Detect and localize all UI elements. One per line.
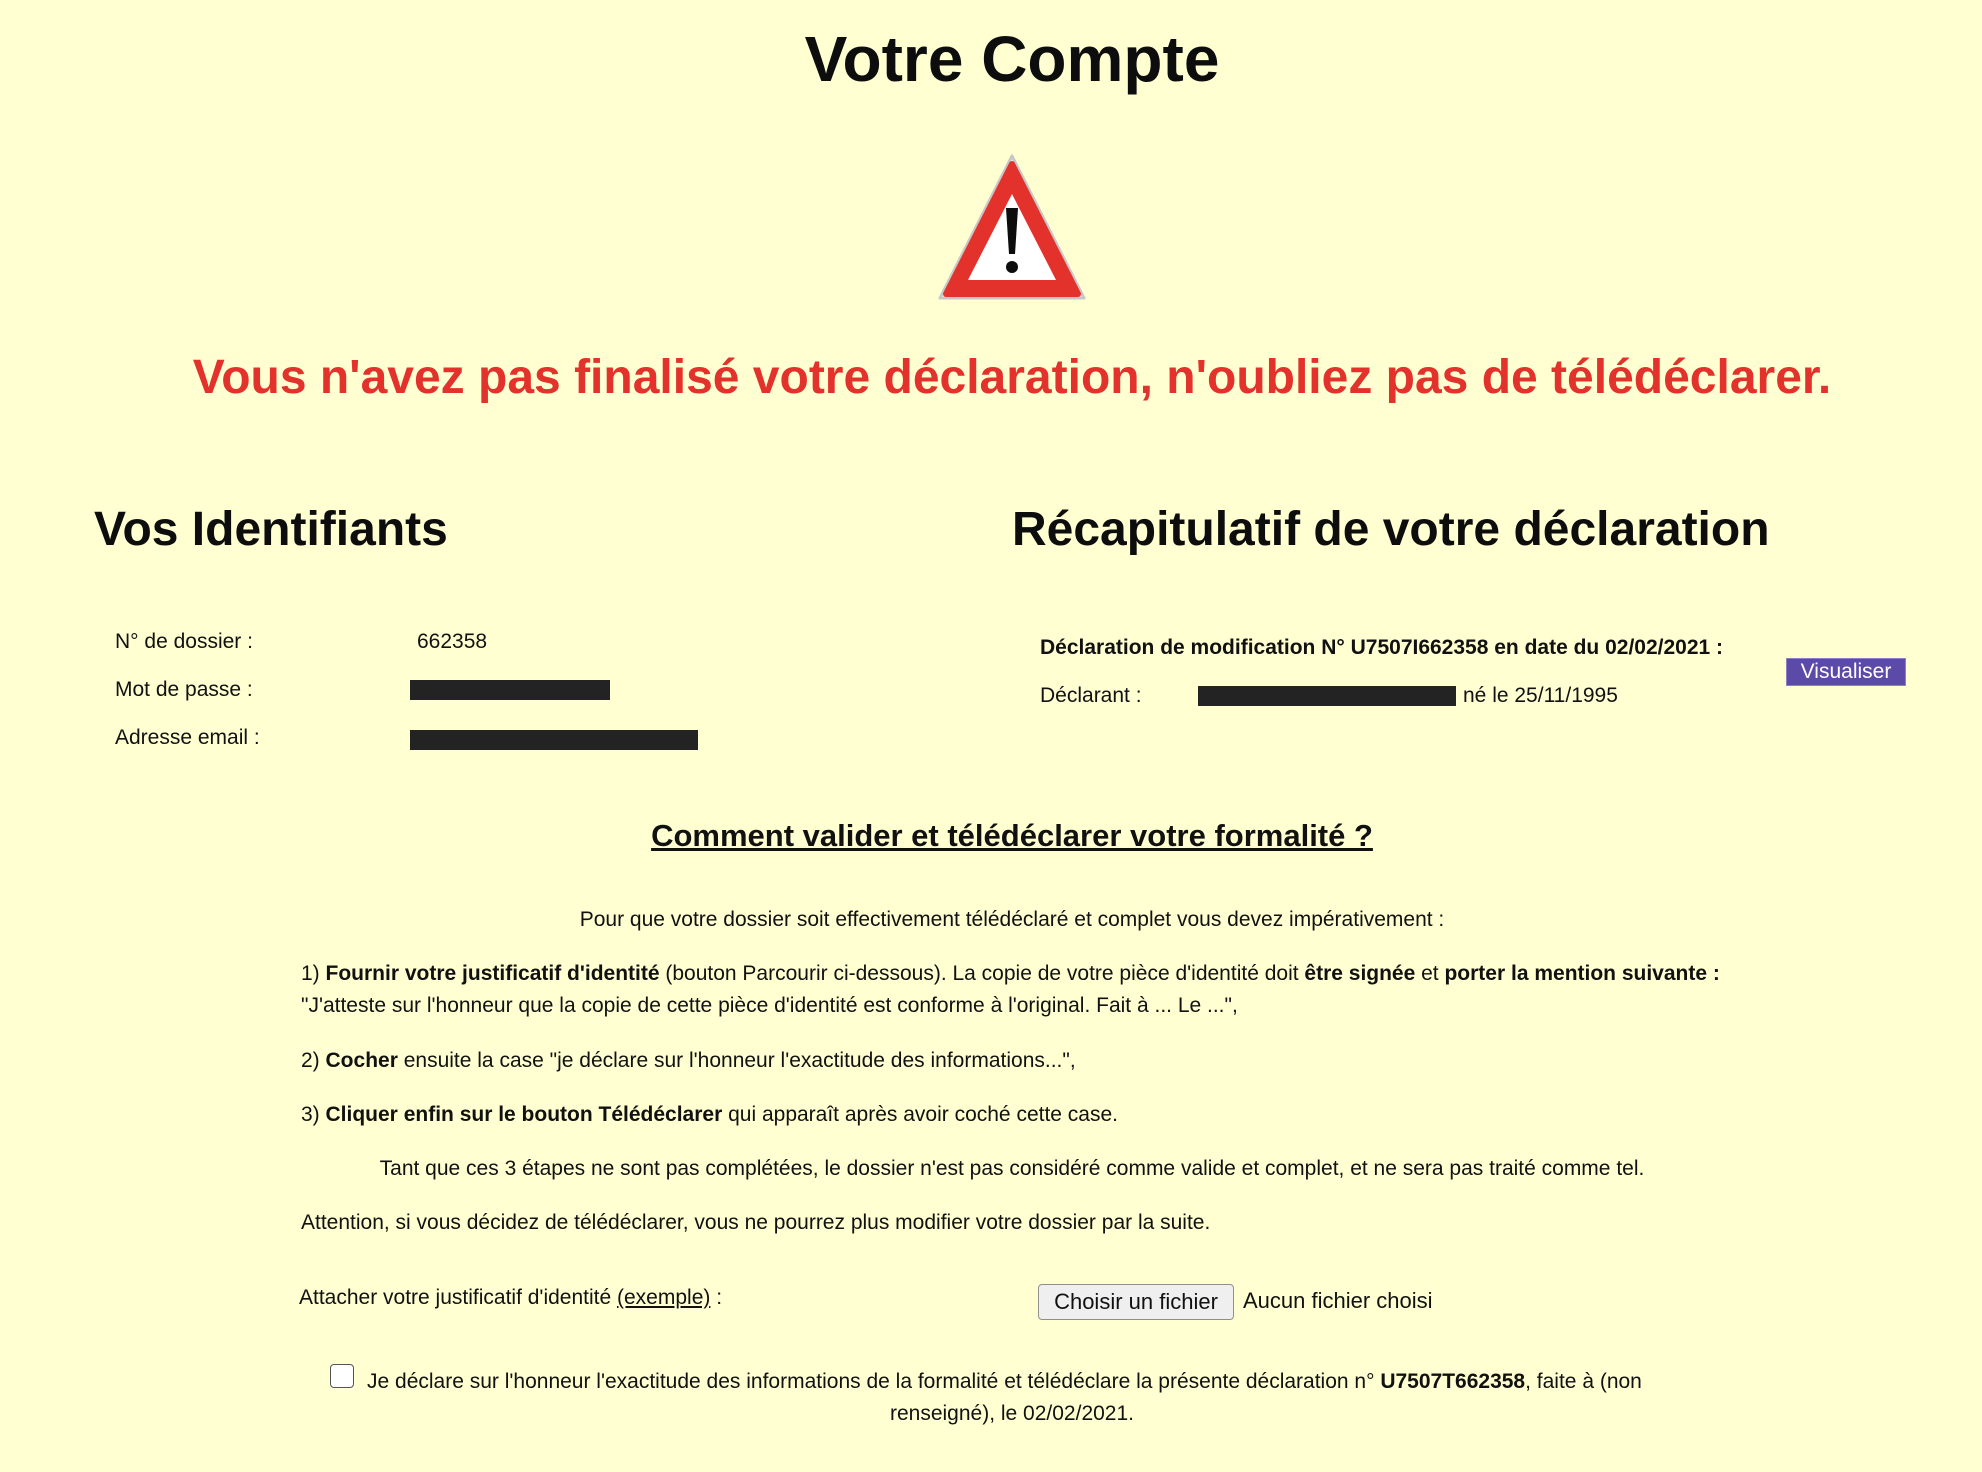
- alert-message: Vous n'avez pas finalisé votre déclaration, n'oubliez pas de télédéclarer.: [192, 351, 1832, 404]
- email-redacted: [410, 730, 698, 750]
- declaration-number: U7507T662358: [1380, 1370, 1526, 1393]
- page-title: Votre Compte: [804, 23, 1220, 95]
- step-2-prefix: 2): [301, 1049, 326, 1072]
- no-file-text: Aucun fichier choisi: [1243, 1288, 1433, 1313]
- declarant-redacted: [1198, 686, 1456, 706]
- dossier-value: 662358: [417, 630, 488, 653]
- attach-label-prefix: Attacher votre justificatif d'identité: [299, 1286, 617, 1309]
- declaration-text-line-1: [367, 1366, 1707, 1398]
- recap-heading: Récapitulatif de votre déclaration: [1012, 503, 1770, 556]
- step-3: [301, 1099, 1721, 1131]
- step-3-bold: Cliquer enfin sur le bouton Télédéclarer: [325, 1103, 723, 1126]
- howto-note: Tant que ces 3 étapes ne sont pas complétées, le dossier n'est pas considéré comme valide et complet, et ne sera pas traité comme tel.: [379, 1157, 1645, 1180]
- declaration-text-before: Je déclare sur l'honneur l'exactitude des informations de la formalité et télédéclare la présente déclaration n°: [367, 1370, 1381, 1393]
- howto-intro: Pour que votre dossier soit effectivement télédéclaré et complet vous devez impérativement :: [579, 908, 1445, 931]
- step-2-bold: Cocher: [325, 1049, 398, 1072]
- attach-label-suffix: :: [710, 1286, 723, 1309]
- step-1-bold-3: porter la mention suivante :: [1444, 962, 1720, 985]
- choose-file-button[interactable]: Choisir un fichier: [1038, 1284, 1234, 1320]
- declaration-text-line1-end: , faite à (non: [1525, 1370, 1642, 1393]
- declaration-checkbox[interactable]: [330, 1364, 354, 1388]
- email-label: Adresse email :: [115, 726, 260, 749]
- step-3-text: qui apparaît après avoir coché cette case.: [722, 1103, 1118, 1126]
- howto-heading: Comment valider et télédéclarer votre formalité ?: [651, 818, 1373, 853]
- step-2-text: ensuite la case "je déclare sur l'honneur l'exactitude des informations...",: [397, 1049, 1076, 1072]
- declarant-label: Déclarant :: [1040, 684, 1142, 707]
- step-1-bold-1: Fournir votre justificatif d'identité: [325, 962, 660, 985]
- visualiser-button[interactable]: Visualiser: [1786, 658, 1906, 686]
- attach-label: [299, 1286, 722, 1310]
- step-2: [301, 1045, 1721, 1077]
- step-1: [301, 958, 1721, 1022]
- step-3-prefix: 3): [301, 1103, 326, 1126]
- declaration-text-line-2: renseigné), le 02/02/2021.: [889, 1402, 1134, 1425]
- password-redacted: [410, 680, 610, 700]
- step-1-prefix: 1): [301, 962, 326, 985]
- howto-attention: Attention, si vous décidez de télédéclarer, vous ne pourrez plus modifier votre dossier par la suite.: [301, 1211, 1211, 1234]
- password-label: Mot de passe :: [115, 678, 253, 701]
- birth-date: né le 25/11/1995: [1463, 684, 1618, 707]
- step-1-text-2: et: [1415, 962, 1445, 985]
- dossier-label: N° de dossier :: [115, 630, 253, 653]
- identifiants-heading: Vos Identifiants: [94, 503, 448, 556]
- step-1-bold-2: être signée: [1304, 962, 1416, 985]
- example-link[interactable]: (exemple): [617, 1286, 711, 1309]
- step-1-text-1: (bouton Parcourir ci-dessous). La copie de votre pièce d'identité doit: [659, 962, 1305, 985]
- warning-triangle-icon: [936, 150, 1088, 306]
- step-1-text-3: "J'atteste sur l'honneur que la copie de cette pièce d'identité est conforme à l'original. Fait à ... Le ...",: [301, 994, 1238, 1017]
- declaration-line: Déclaration de modification N° U7507I662358 en date du 02/02/2021 :: [1040, 636, 1724, 659]
